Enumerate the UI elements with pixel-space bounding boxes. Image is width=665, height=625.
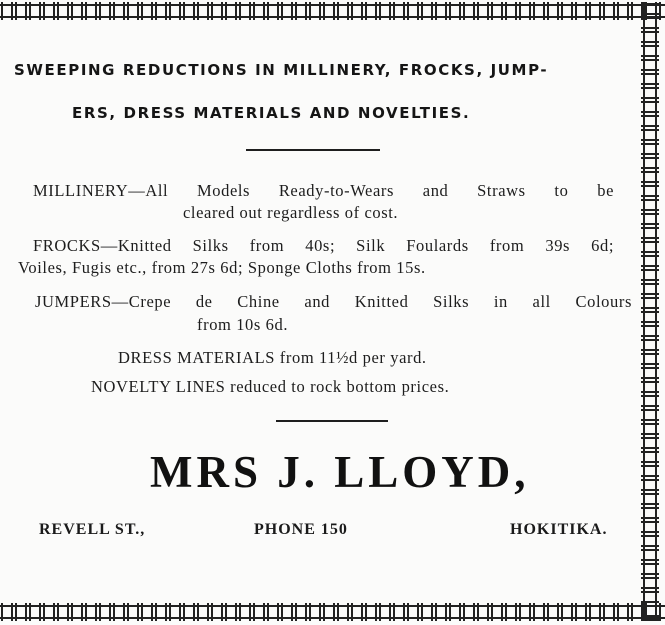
- novelty-lines-line: NOVELTY LINES reduced to rock bottom prices.: [91, 377, 450, 396]
- jumpers-line-1: JUMPERS—Crepe de Chine and Knitted Silks in all Colours: [35, 292, 632, 311]
- divider-rule-lower: [276, 420, 388, 422]
- right-border-ornament: [641, 2, 659, 621]
- dress-materials-line: DRESS MATERIALS from 11½d per yard.: [118, 348, 427, 367]
- headline-line-1: SWEEPING REDUCTIONS IN MILLINERY, FROCKS, JUMP-: [14, 61, 549, 79]
- headline-line-2: ERS, DRESS MATERIALS AND NOVELTIES.: [72, 104, 471, 122]
- jumpers-line-2: from 10s 6d.: [197, 315, 289, 334]
- frocks-line-1: FROCKS—Knitted Silks from 40s; Silk Foulards from 39s 6d;: [33, 236, 614, 255]
- footer-phone: PHONE 150: [254, 521, 348, 538]
- millinery-line-2: cleared out regardless of cost.: [183, 203, 399, 222]
- top-border-ornament: [0, 2, 665, 20]
- millinery-line-1: MILLINERY—All Models Ready-to-Wears and Straws to be: [33, 181, 614, 200]
- footer-town: HOKITIKA.: [510, 521, 608, 538]
- bottom-border-ornament: [0, 603, 665, 621]
- frocks-line-2: Voiles, Fugis etc., from 27s 6d; Sponge Cloths from 15s.: [18, 258, 426, 277]
- shop-name: MRS J. LLOYD,: [150, 447, 530, 497]
- divider-rule-upper: [246, 149, 380, 151]
- footer-street: REVELL ST.,: [39, 521, 146, 538]
